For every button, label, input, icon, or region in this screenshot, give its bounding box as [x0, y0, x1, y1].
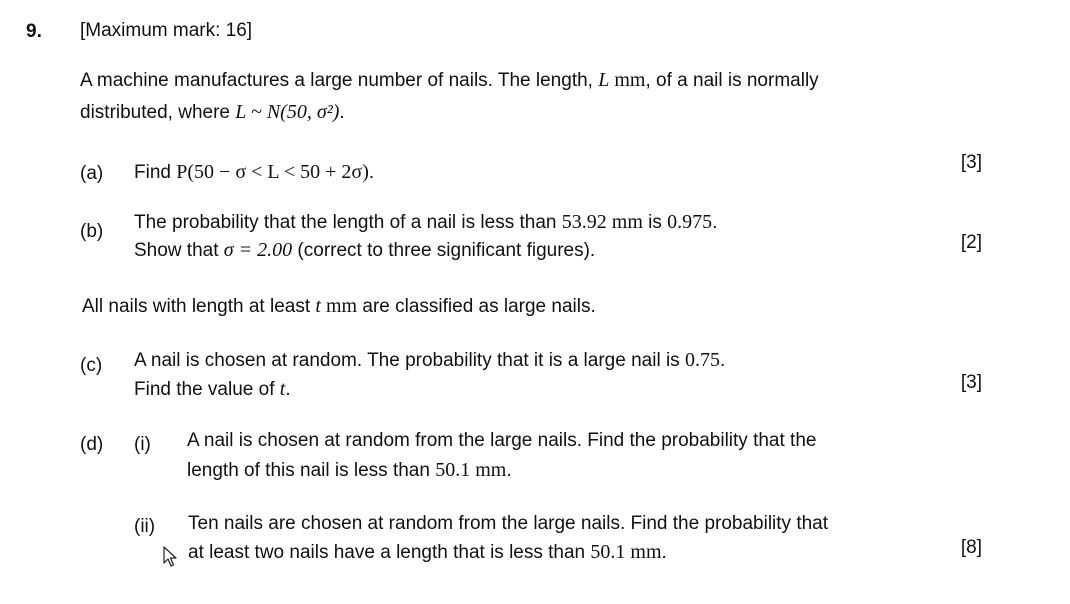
part-d-i-length: 50.1 mm	[435, 459, 507, 481]
part-c-find: Find the value of	[134, 379, 280, 400]
part-d-i-line-1: A nail is chosen at random from the large nails. Find the probability that the	[187, 430, 817, 451]
part-d-ii-line-1: Ten nails are chosen at random from the large nails. Find the probability that	[188, 513, 829, 534]
intro-text-b: , of a nail is normally	[645, 70, 819, 91]
part-d-i-text: length of this nail is less than	[187, 460, 436, 481]
unit-mm-2: mm	[320, 295, 358, 317]
distribution-formula: L ~ N(50, σ²)	[235, 101, 340, 123]
part-c-label: (c)	[80, 355, 103, 376]
part-c-text-a: A nail is chosen at random. The probability that it is a large nail is	[134, 350, 685, 371]
part-b-show-that: Show that	[134, 240, 224, 261]
part-b-sigma-value: σ = 2.00	[223, 239, 293, 261]
part-a-formula: P(50 − σ < L < 50 + 2σ)	[176, 161, 369, 183]
part-d-i-label: (i)	[134, 434, 151, 455]
part-a-label: (a)	[80, 163, 104, 184]
part-d-ii-text: at least two nails have a length that is less than	[188, 542, 591, 563]
part-d-ii-period: .	[661, 542, 667, 563]
part-b-line-2	[134, 236, 595, 265]
part-d-mark: [8]	[960, 537, 982, 558]
part-d-label: (d)	[80, 434, 104, 455]
large-nails-text-a: All nails with length at least	[82, 296, 316, 317]
part-c-line-2	[134, 375, 291, 404]
part-d-ii-length: 50.1 mm	[590, 541, 662, 563]
part-c-probability: 0.75	[684, 349, 720, 371]
part-b-mark: [2]	[960, 232, 982, 253]
part-c-period: .	[719, 350, 726, 371]
large-nails-definition	[82, 292, 596, 321]
part-a-mark: [3]	[960, 152, 982, 173]
intro-line-1	[80, 66, 819, 95]
part-b-label: (b)	[80, 221, 104, 242]
part-b-text-b: is	[642, 212, 668, 233]
part-b-text-c: (correct to three significant figures).	[292, 240, 596, 261]
part-c-line-1	[134, 346, 725, 375]
variable-L: L	[598, 69, 610, 91]
intro-period: .	[339, 102, 345, 123]
intro-text-c: distributed, where	[80, 102, 236, 123]
question-number: 9.	[26, 21, 42, 42]
unit-mm: mm	[609, 69, 646, 91]
intro-text-a: A machine manufactures a large number of nails. The length,	[80, 70, 599, 91]
part-d-i-period: .	[506, 460, 512, 481]
part-d-ii-label: (ii)	[134, 516, 156, 537]
part-c-period-2: .	[285, 379, 291, 400]
variable-t: t	[315, 295, 321, 317]
large-nails-text-b: are classified as large nails.	[357, 296, 596, 317]
intro-line-2	[80, 98, 345, 127]
arrow-cursor-icon	[163, 546, 177, 577]
part-b-period: .	[712, 212, 718, 233]
part-a-text	[134, 158, 374, 187]
part-b-line-1	[134, 208, 717, 237]
part-d-i-line-2	[187, 456, 512, 485]
part-d-ii-line-2	[188, 538, 667, 567]
part-c-mark: [3]	[960, 372, 982, 393]
part-b-text-a: The probability that the length of a nail is less than	[134, 212, 562, 233]
part-c-variable-t: t	[279, 378, 286, 400]
part-b-probability: 0.975	[667, 211, 713, 233]
part-a-find: Find	[134, 162, 177, 183]
maximum-mark: [Maximum mark: 16]	[80, 20, 253, 41]
part-b-length: 53.92 mm	[561, 211, 643, 233]
part-a-period: .	[368, 162, 375, 183]
